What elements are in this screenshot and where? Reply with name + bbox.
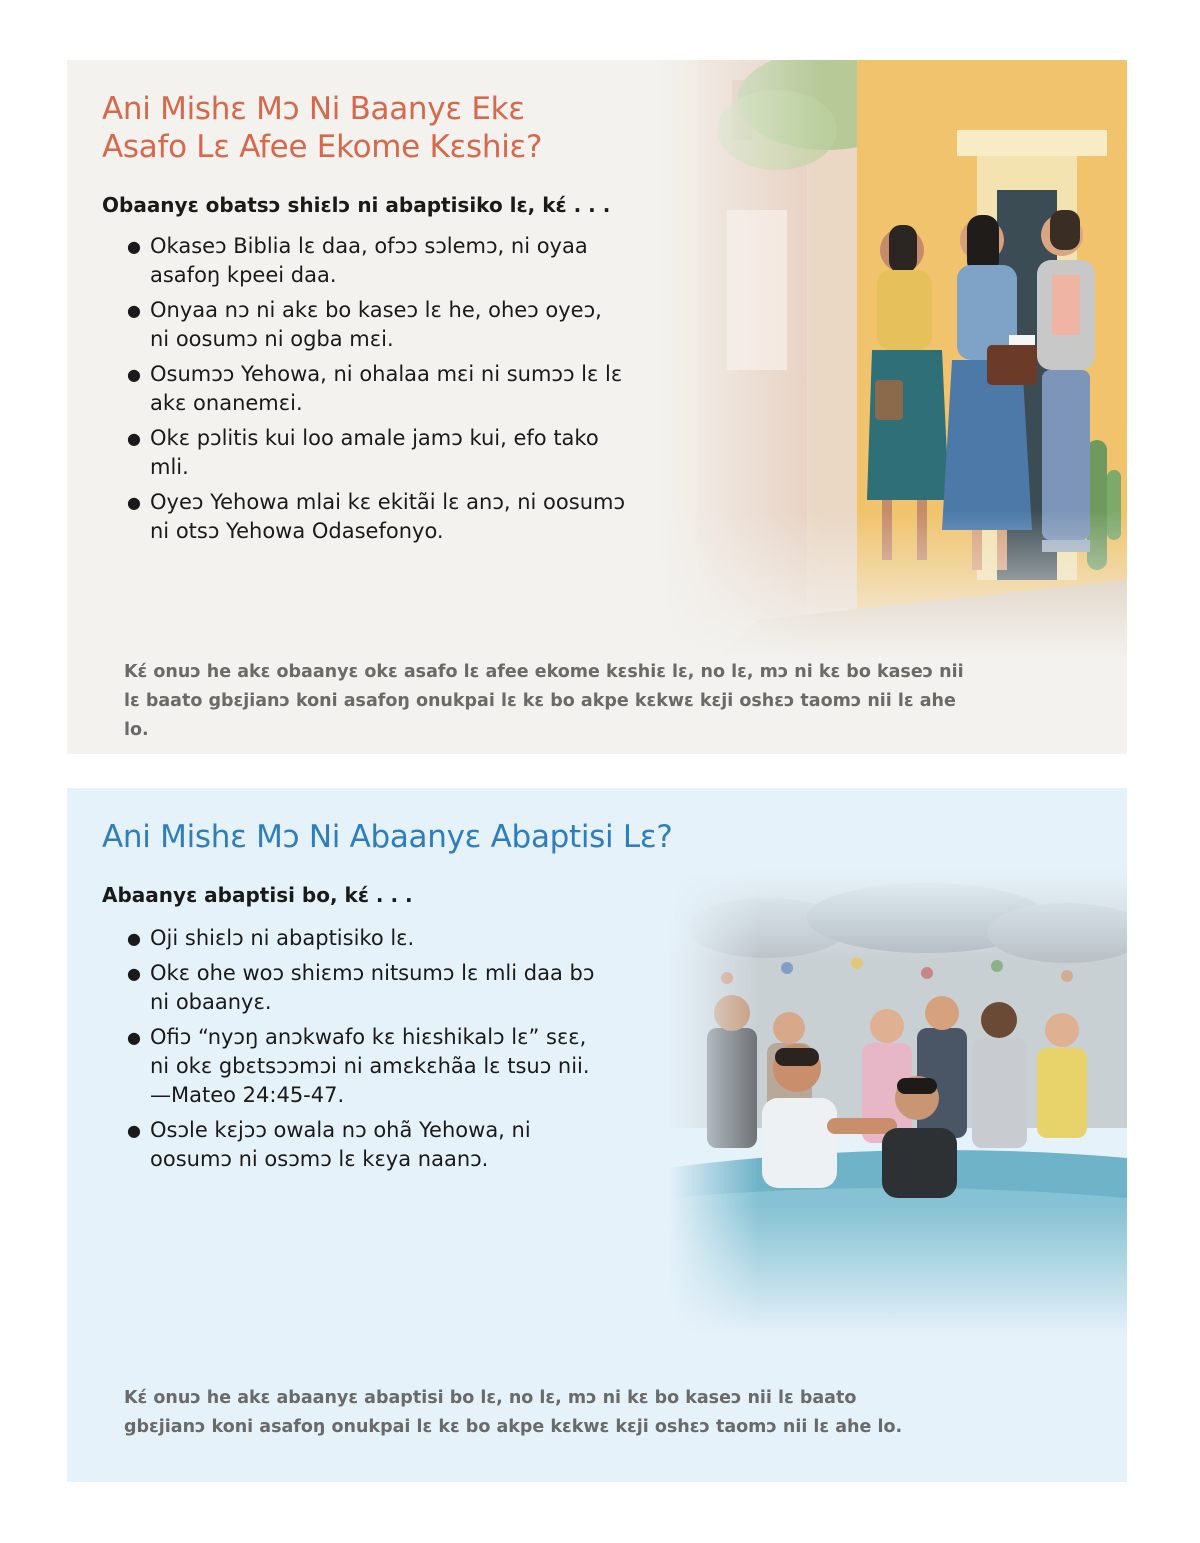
bullet-icon: ● bbox=[127, 429, 141, 448]
list-item: ● Okɛ ohe woɔ shiɛmɔ nitsumɔ lɛ mli daa bɔ ni obaanyɛ. bbox=[127, 961, 595, 1014]
bullet-icon: ● bbox=[127, 493, 141, 512]
title-line-2: Asafo Lɛ Afee Ekome Kɛshiɛ? bbox=[102, 129, 543, 165]
section-title: Ani Mishɛ Mɔ Ni Abaanyɛ Abaptisi Lɛ? bbox=[102, 819, 673, 855]
bullet-icon: ● bbox=[127, 929, 141, 948]
baptism-card-panel bbox=[67, 788, 1127, 1482]
requirements-list bbox=[125, 232, 625, 552]
requirements-list bbox=[125, 924, 595, 1180]
list-item: ● Okaseɔ Biblia lɛ daa, ofɔɔ sɔlemɔ, ni oyaa asafoŋ kpeei daa. bbox=[127, 234, 588, 287]
list-item: ● Okɛ pɔlitis kui loo amale jamɔ kui, efo tako mli. bbox=[127, 426, 599, 479]
baptism-illustration bbox=[667, 868, 1127, 1338]
bullet-icon: ● bbox=[127, 237, 141, 256]
door-to-door-illustration bbox=[657, 60, 1127, 660]
lead-text: Abaanyɛ abaptisi bo, kɛ́ . . . bbox=[102, 883, 413, 907]
list-item: ● Oyeɔ Yehowa mlai kɛ ekitãi lɛ anɔ, ni oosumɔ ni otsɔ Yehowa Odasefonyo. bbox=[127, 490, 625, 543]
list-item: ● Oji shiɛlɔ ni abaptisiko lɛ. bbox=[125, 924, 595, 953]
bullet-icon: ● bbox=[127, 964, 141, 983]
section-title bbox=[102, 90, 602, 166]
bullet-icon: ● bbox=[127, 1028, 141, 1047]
list-item: ● Osumɔɔ Yehowa, ni ohalaa mɛi ni sumɔɔ lɛ lɛ akɛ onanemɛi. bbox=[127, 362, 623, 415]
list-item: ● Onyaa nɔ ni akɛ bo kaseɔ lɛ he, oheɔ oyeɔ, ni oosumɔ ni ogba mɛi. bbox=[127, 298, 602, 351]
lead-text: Obaanyɛ obatsɔ shiɛlɔ ni abaptisiko lɛ, kɛ́ . . . bbox=[102, 193, 611, 217]
bullet-icon: ● bbox=[127, 1121, 141, 1140]
title-line-1: Ani Mishɛ Mɔ Ni Baanyɛ Ekɛ bbox=[102, 91, 525, 127]
footnote-text: Kɛ́ onuɔ he akɛ obaanyɛ okɛ asafo lɛ afee ekome kɛshiɛ lɛ, no lɛ, mɔ ni kɛ bo kaseɔ nii lɛ baato gbɛjianɔ koni asafoŋ onukpai lɛ kɛ bo akpe kɛkwɛ kɛji oshɛɔ taomɔ nii lɛ ahe lo. bbox=[124, 662, 964, 740]
footnote-text: Kɛ́ onuɔ he akɛ abaanyɛ abaptisi bo lɛ, no lɛ, mɔ ni kɛ bo kaseɔ nii lɛ baato gbɛjianɔ koni asafoŋ onukpai lɛ kɛ bo akpe kɛkwɛ kɛji oshɛɔ taomɔ nii lɛ ahe lo. bbox=[124, 1388, 903, 1437]
meeting-card-panel bbox=[67, 60, 1127, 754]
bullet-icon: ● bbox=[127, 301, 141, 320]
bullet-icon: ● bbox=[127, 365, 141, 384]
list-item: ● Ofiɔ “nyɔŋ anɔkwafo kɛ hiɛshikalɔ lɛ” sɛɛ, ni okɛ gbɛtsɔɔmɔi ni amɛkɛhãa lɛ tsuɔ nii. —Mateo 24:45-47. bbox=[127, 1025, 590, 1107]
list-item: ● Osɔle kɛjɔɔ owala nɔ ohã Yehowa, ni oosumɔ ni osɔmɔ lɛ kɛya naanɔ. bbox=[127, 1118, 531, 1171]
